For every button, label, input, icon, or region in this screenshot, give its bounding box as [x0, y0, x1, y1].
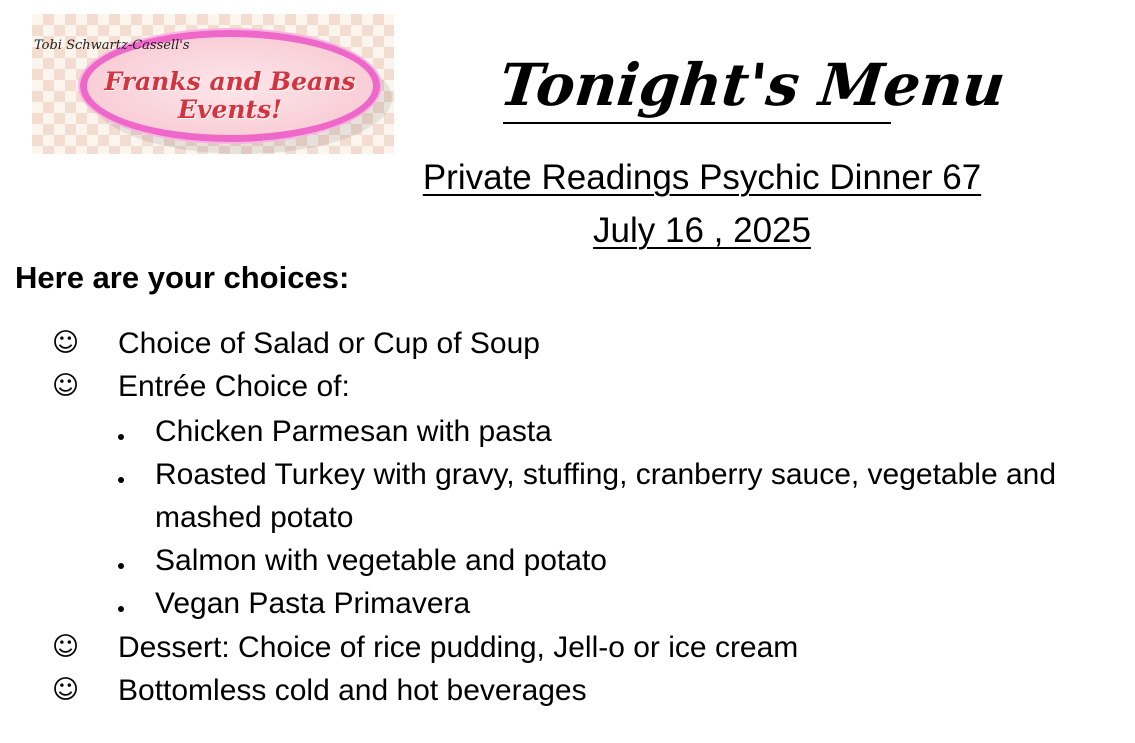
logo-title-line1: Franks and Beans: [104, 67, 356, 96]
choices-intro: Here are your choices:: [15, 260, 350, 295]
menu-item-beverages: Bottomless cold and hot beverages: [118, 674, 587, 707]
entree-chicken: Chicken Parmesan with pasta: [155, 415, 552, 448]
menu-item-dessert: Dessert: Choice of rice pudding, Jell-o or ice cream: [118, 631, 799, 664]
entree-vegan-pasta: Vegan Pasta Primavera: [155, 587, 471, 620]
logo-title-line2: Events!: [177, 95, 283, 124]
bullet-icon: [118, 606, 124, 612]
bullet-icon: [118, 477, 124, 483]
smiley-icon: ☺: [52, 328, 80, 358]
entree-turkey-continued: mashed potato: [155, 501, 354, 534]
menu-item-salad-soup: Choice of Salad or Cup of Soup: [118, 327, 540, 360]
entree-salmon: Salmon with vegetable and potato: [155, 544, 607, 577]
event-name: Private Readings Psychic Dinner 67: [422, 158, 982, 197]
event-date: July 16 , 2025: [593, 211, 811, 250]
entree-turkey: Roasted Turkey with gravy, stuffing, cranberry sauce, vegetable and: [155, 458, 1057, 491]
logo: [32, 14, 394, 154]
smiley-icon: ☺: [52, 675, 80, 705]
menu-heading: Tonight's Menu: [496, 51, 1009, 119]
menu-item-entree: Entrée Choice of:: [118, 370, 350, 403]
smiley-icon: ☺: [52, 371, 80, 401]
bullet-icon: [118, 563, 124, 569]
bullet-icon: [118, 434, 124, 440]
logo-owner-text: Tobi Schwartz-Cassell's: [34, 38, 190, 53]
heading-underline: [503, 122, 891, 124]
smiley-icon: ☺: [52, 632, 80, 662]
